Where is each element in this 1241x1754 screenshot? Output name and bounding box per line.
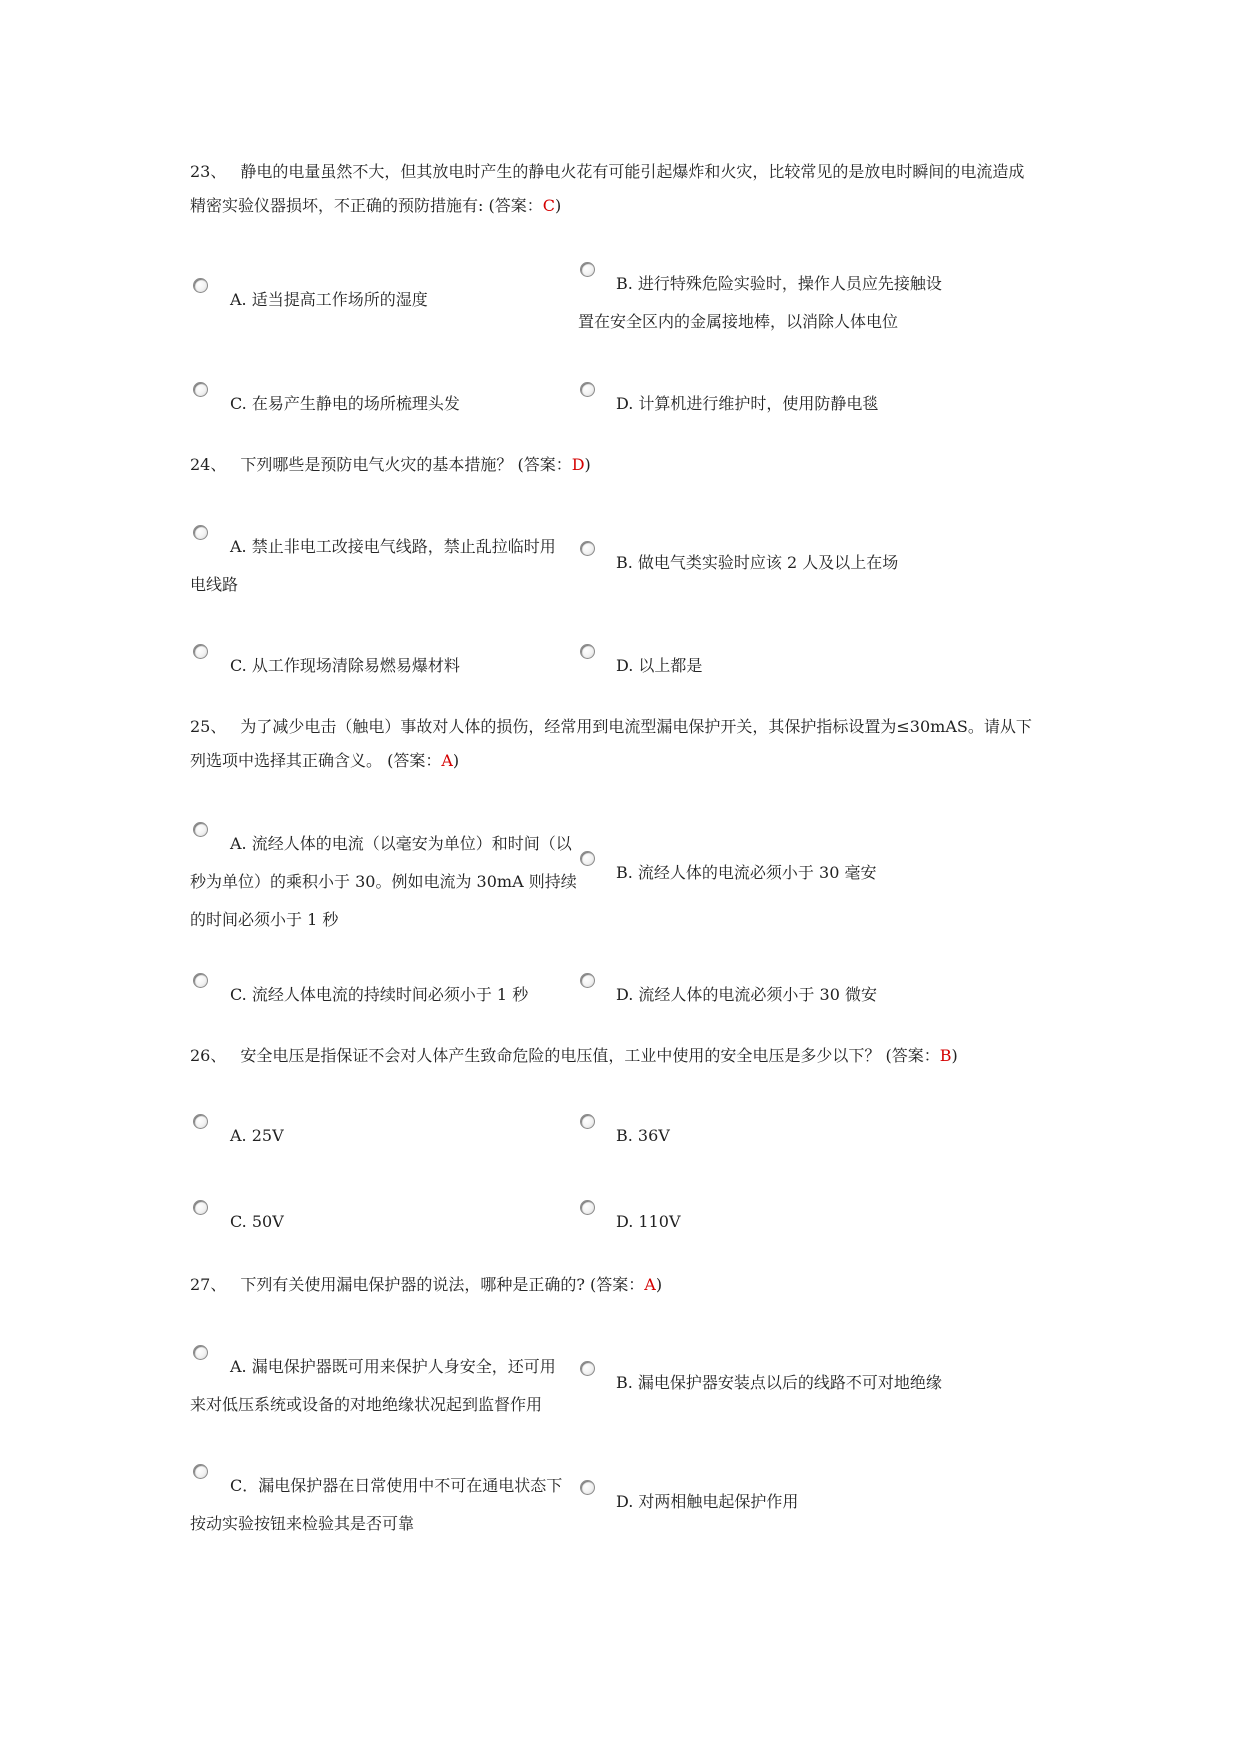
option-d-radio[interactable] [580,973,595,988]
option-d-text: D. 对两相触电起保护作用 [616,1492,799,1511]
question-text: 列选项中选择其正确含义。 (答案： [190,751,442,770]
option-c-text: C. 在易产生静电的场所梳理头发 [230,394,460,413]
option-a-text: A. 流经人体的电流（以毫安为单位）和时间（以 [230,834,572,853]
option-a-text-cont: 的时间必须小于 1 秒 [190,910,339,929]
option-c-text: C. 从工作现场清除易燃易爆材料 [230,656,460,675]
question-text: 下列哪些是预防电气火灾的基本措施？ (答案： [240,455,572,474]
option-c-text: C．漏电保护器在日常使用中不可在通电状态下 [230,1476,563,1495]
question-23 [190,155,1060,223]
answer-close: ) [951,1046,958,1065]
option-a-radio[interactable] [193,1114,208,1129]
option-d-text: D. 计算机进行维护时，使用防静电毯 [616,394,879,413]
question-number: 26、 [190,1046,227,1065]
question-number: 23、 [190,162,227,181]
option-c-text-cont: 按动实验按钮来检验其是否可靠 [190,1514,415,1533]
answer-close: ) [554,196,562,215]
option-b-text: B. 流经人体的电流必须小于 30 毫安 [616,863,877,882]
question-27 [190,1268,1060,1302]
option-c-text: C. 50V [230,1212,284,1231]
answer-close: ) [655,1275,663,1294]
option-b-radio[interactable] [580,541,595,556]
question-text: 精密实验仪器损坏，不正确的预防措施有: (答案： [190,196,543,215]
answer-close: ) [452,751,460,770]
question-25 [190,710,1060,778]
option-c-radio[interactable] [193,1464,208,1479]
option-b-radio[interactable] [580,262,595,277]
option-b-radio[interactable] [580,1361,595,1376]
option-a-text: A. 漏电保护器既可用来保护人身安全，还可用 [230,1357,556,1376]
question-number: 25、 [190,717,227,736]
option-a-text: A. 25V [230,1126,284,1145]
option-b-text: B. 漏电保护器安装点以后的线路不可对地绝缘 [616,1373,942,1392]
option-a-radio[interactable] [193,525,208,540]
option-a-radio[interactable] [193,1345,208,1360]
answer-letter: A [644,1275,656,1294]
option-a-text: A. 适当提高工作场所的湿度 [230,290,428,309]
question-26 [190,1039,1060,1073]
option-c-text: C. 流经人体电流的持续时间必须小于 1 秒 [230,985,529,1004]
answer-close: ) [584,455,591,474]
option-a-radio[interactable] [193,278,208,293]
question-text: 静电的电量虽然不大，但其放电时产生的静电火花有可能引起爆炸和火灾，比较常见的是放电时瞬间的电流造成 [240,162,1025,181]
option-c-radio[interactable] [193,973,208,988]
option-a-text-cont: 电线路 [190,575,239,594]
answer-letter: C [542,196,555,215]
option-b-radio[interactable] [580,1114,595,1129]
question-number: 27、 [190,1275,227,1294]
option-d-text: D. 流经人体的电流必须小于 30 微安 [616,985,877,1004]
option-d-text: D. 110V [616,1212,681,1231]
option-c-radio[interactable] [193,644,208,659]
option-d-radio[interactable] [580,382,595,397]
option-d-radio[interactable] [580,1200,595,1215]
answer-letter: B [939,1046,952,1065]
option-b-text: B. 做电气类实验时应该 2 人及以上在场 [616,553,899,572]
question-number: 24、 [190,455,227,474]
option-b-text-cont: 置在安全区内的金属接地棒，以消除人体电位 [578,312,899,331]
option-a-text: A. 禁止非电工改接电气线路，禁止乱拉临时用 [230,537,556,556]
option-a-text-cont: 来对低压系统或设备的对地绝缘状况起到监督作用 [190,1395,543,1414]
option-c-radio[interactable] [193,382,208,397]
question-24 [190,448,1060,482]
option-d-radio[interactable] [580,1480,595,1495]
option-d-radio[interactable] [580,644,595,659]
question-text: 为了减少电击（触电）事故对人体的损伤，经常用到电流型漏电保护开关，其保护指标设置为≤30mAS。请从下 [240,717,1032,736]
option-a-text-cont: 秒为单位）的乘积小于 30。例如电流为 30mA 则持续 [190,872,577,891]
option-b-radio[interactable] [580,851,595,866]
answer-letter: A [441,751,453,770]
option-a-radio[interactable] [193,822,208,837]
option-d-text: D. 以上都是 [616,656,703,675]
option-c-radio[interactable] [193,1200,208,1215]
option-b-text: B. 进行特殊危险实验时，操作人员应先接触设 [616,274,942,293]
option-b-text: B. 36V [616,1126,670,1145]
question-text: 安全电压是指保证不会对人体产生致命危险的电压值，工业中使用的安全电压是多少以下？ (答案： [240,1046,940,1065]
question-text: 下列有关使用漏电保护器的说法，哪种是正确的? (答案： [240,1275,645,1294]
answer-letter: D [571,455,585,474]
